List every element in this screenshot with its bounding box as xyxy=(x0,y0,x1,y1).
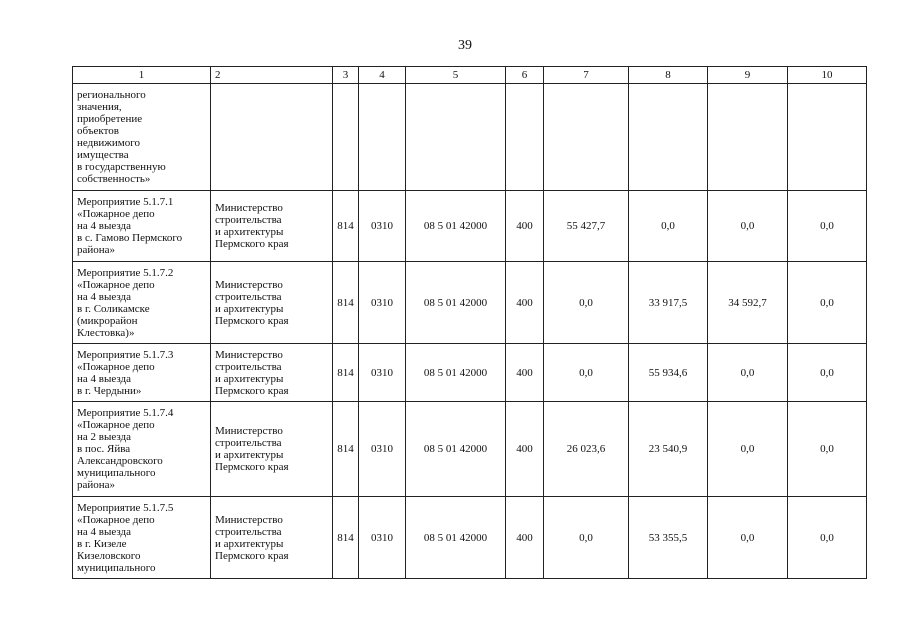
grbs-cell: 814 xyxy=(333,402,359,497)
amount-col8-cell: 53 355,5 xyxy=(629,497,708,579)
continuation-name-cell: регионального значения, приобретение объектов недвижимого имущества в государственную собственность» xyxy=(73,84,211,191)
header-cell-5: 5 xyxy=(406,67,506,84)
amount-col9-cell: 0,0 xyxy=(708,344,788,402)
amount-col8-cell: 0,0 xyxy=(629,191,708,262)
page-number: 39 xyxy=(458,38,472,53)
amount-col10-cell: 0,0 xyxy=(788,344,867,402)
empty-cell xyxy=(359,84,406,191)
empty-cell xyxy=(629,84,708,191)
amount-col8-cell: 23 540,9 xyxy=(629,402,708,497)
amount-col9-cell: 0,0 xyxy=(708,402,788,497)
grbs-cell: 814 xyxy=(333,497,359,579)
rzpr-cell: 0310 xyxy=(359,344,406,402)
empty-cell xyxy=(211,84,333,191)
header-cell-8: 8 xyxy=(629,67,708,84)
header-cell-6: 6 xyxy=(506,67,544,84)
amount-col10-cell: 0,0 xyxy=(788,497,867,579)
header-cell-7: 7 xyxy=(544,67,629,84)
amount-col7-cell: 0,0 xyxy=(544,497,629,579)
rzpr-cell: 0310 xyxy=(359,191,406,262)
measure-name-cell: Мероприятие 5.1.7.1 «Пожарное депо на 4 выезда в с. Гамово Пермского района» xyxy=(73,191,211,262)
amount-col8-cell: 55 934,6 xyxy=(629,344,708,402)
vr-cell: 400 xyxy=(506,497,544,579)
empty-cell xyxy=(406,84,506,191)
amount-col7-cell: 26 023,6 xyxy=(544,402,629,497)
table-row xyxy=(73,191,867,262)
vr-cell: 400 xyxy=(506,344,544,402)
measure-name-cell: Мероприятие 5.1.7.3 «Пожарное депо на 4 выезда в г. Чердыни» xyxy=(73,344,211,402)
amount-col9-cell: 34 592,7 xyxy=(708,262,788,344)
measure-name-cell: Мероприятие 5.1.7.2 «Пожарное депо на 4 выезда в г. Соликамске (микрорайон Клестовка)» xyxy=(73,262,211,344)
vr-cell: 400 xyxy=(506,402,544,497)
amount-col10-cell: 0,0 xyxy=(788,262,867,344)
header-cell-9: 9 xyxy=(708,67,788,84)
csr-cell: 08 5 01 42000 xyxy=(406,262,506,344)
measure-name-cell: Мероприятие 5.1.7.5 «Пожарное депо на 4 выезда в г. Кизеле Кизеловского муниципального xyxy=(73,497,211,579)
amount-col10-cell: 0,0 xyxy=(788,402,867,497)
grbs-cell: 814 xyxy=(333,262,359,344)
amount-col7-cell: 55 427,7 xyxy=(544,191,629,262)
table-row xyxy=(73,402,867,497)
table-row xyxy=(73,262,867,344)
rzpr-cell: 0310 xyxy=(359,262,406,344)
amount-col10-cell: 0,0 xyxy=(788,191,867,262)
executor-cell: Министерство строительства и архитектуры Пермского края xyxy=(211,191,333,262)
empty-cell xyxy=(788,84,867,191)
csr-cell: 08 5 01 42000 xyxy=(406,402,506,497)
header-row xyxy=(73,67,867,84)
csr-cell: 08 5 01 42000 xyxy=(406,497,506,579)
budget-table xyxy=(72,66,867,579)
empty-cell xyxy=(506,84,544,191)
empty-cell xyxy=(544,84,629,191)
measure-name-cell: Мероприятие 5.1.7.4 «Пожарное депо на 2 выезда в пос. Яйва Александровского муниципального района» xyxy=(73,402,211,497)
executor-cell: Министерство строительства и архитектуры Пермского края xyxy=(211,497,333,579)
executor-cell: Министерство строительства и архитектуры Пермского края xyxy=(211,344,333,402)
executor-cell: Министерство строительства и архитектуры Пермского края xyxy=(211,402,333,497)
amount-col7-cell: 0,0 xyxy=(544,262,629,344)
amount-col9-cell: 0,0 xyxy=(708,497,788,579)
rzpr-cell: 0310 xyxy=(359,497,406,579)
amount-col9-cell: 0,0 xyxy=(708,191,788,262)
continuation-row xyxy=(73,84,867,191)
header-cell-3: 3 xyxy=(333,67,359,84)
amount-col7-cell: 0,0 xyxy=(544,344,629,402)
table-row xyxy=(73,497,867,579)
grbs-cell: 814 xyxy=(333,344,359,402)
rzpr-cell: 0310 xyxy=(359,402,406,497)
header-cell-1: 1 xyxy=(73,67,211,84)
csr-cell: 08 5 01 42000 xyxy=(406,191,506,262)
vr-cell: 400 xyxy=(506,262,544,344)
empty-cell xyxy=(708,84,788,191)
header-cell-4: 4 xyxy=(359,67,406,84)
empty-cell xyxy=(333,84,359,191)
csr-cell: 08 5 01 42000 xyxy=(406,344,506,402)
vr-cell: 400 xyxy=(506,191,544,262)
header-cell-10: 10 xyxy=(788,67,867,84)
header-cell-2: 2 xyxy=(211,67,333,84)
amount-col8-cell: 33 917,5 xyxy=(629,262,708,344)
executor-cell: Министерство строительства и архитектуры Пермского края xyxy=(211,262,333,344)
grbs-cell: 814 xyxy=(333,191,359,262)
table-row xyxy=(73,344,867,402)
